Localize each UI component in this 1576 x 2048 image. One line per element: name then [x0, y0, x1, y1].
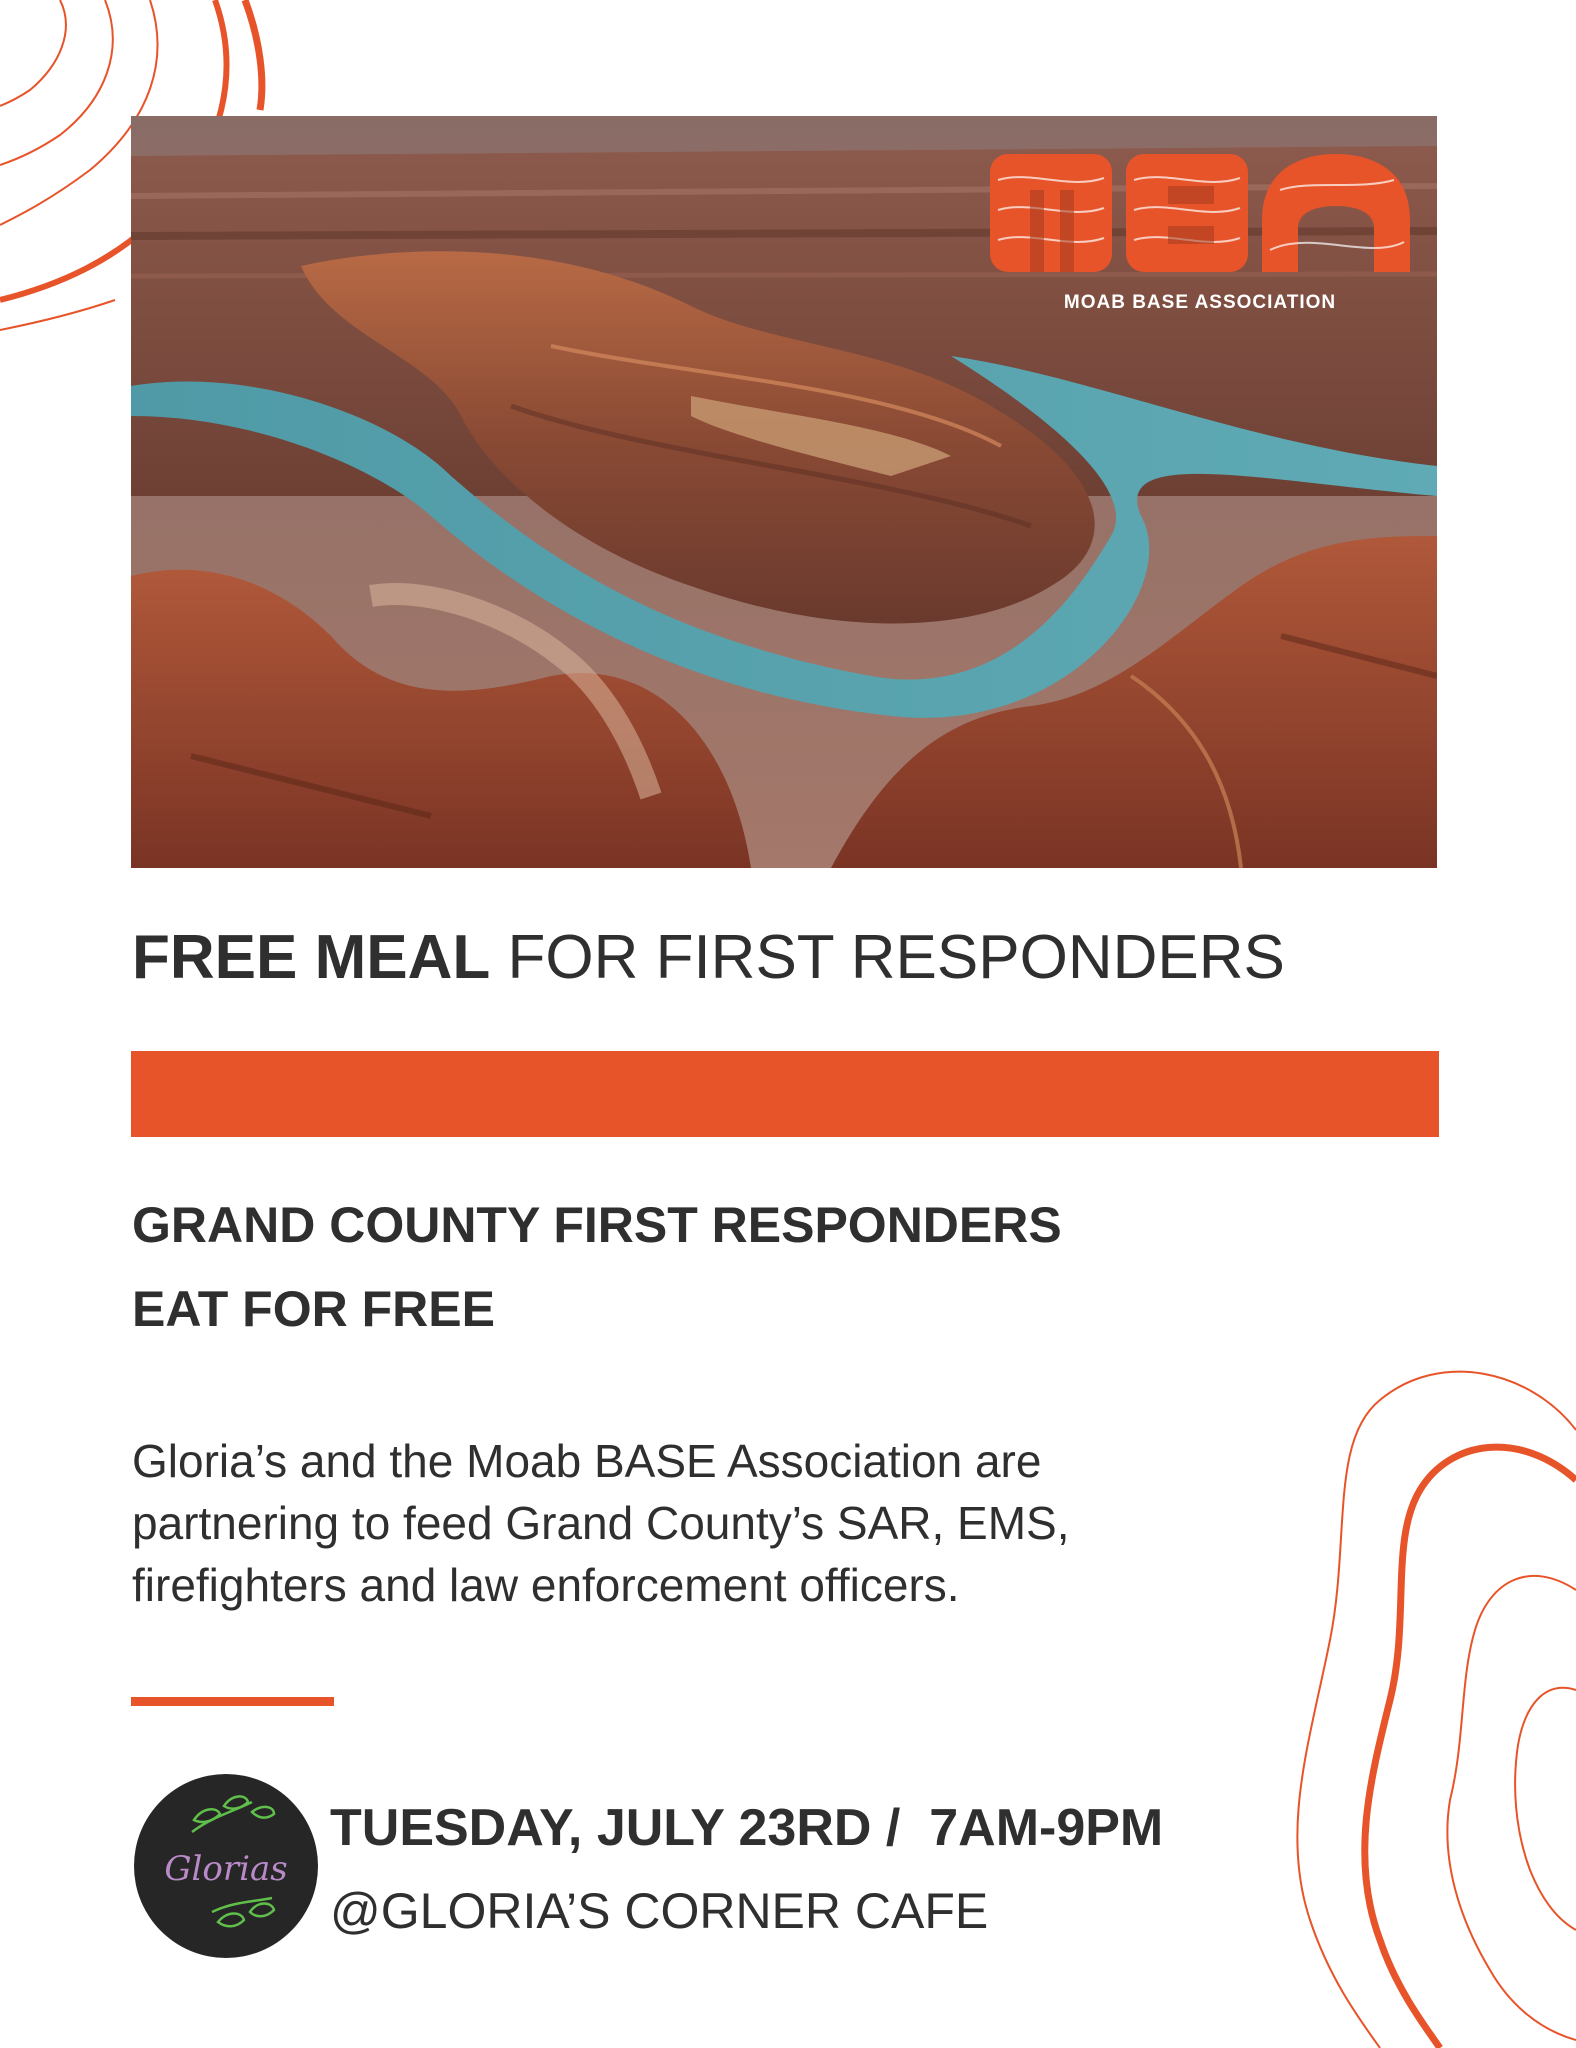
headline-light: FOR FIRST RESPONDERS: [507, 923, 1285, 992]
topographic-lines-decoration-bottom: [1290, 1360, 1576, 2048]
description-line: partnering to feed Grand County’s SAR, EMS,: [132, 1497, 1070, 1549]
description-line: firefighters and law enforcement officers.: [132, 1559, 960, 1611]
description-line: Gloria’s and the Moab BASE Association are: [132, 1435, 1042, 1487]
accent-bar: [131, 1051, 1439, 1137]
cafe-logo-name: Glorias: [164, 1849, 288, 1889]
divider: [131, 1697, 334, 1706]
event-date-time: TUESDAY, JULY 23RD / 7AM-9PM: [330, 1799, 1164, 1857]
mba-logo-mark: [990, 150, 1410, 280]
description-paragraph: [132, 1430, 1292, 1616]
glorias-logo: [132, 1772, 320, 1960]
event-location: @GLORIA’S CORNER CAFE: [330, 1883, 989, 1939]
logo-subtitle: MOAB BASE ASSOCIATION: [1063, 292, 1337, 313]
subheading-first-responders: GRAND COUNTY FIRST RESPONDERS: [132, 1197, 1062, 1253]
page-title: [132, 918, 1442, 998]
headline-bold: FREE MEAL: [132, 923, 491, 992]
mba-logo: [990, 150, 1410, 320]
subheading-eat-for-free: EAT FOR FREE: [132, 1281, 495, 1337]
